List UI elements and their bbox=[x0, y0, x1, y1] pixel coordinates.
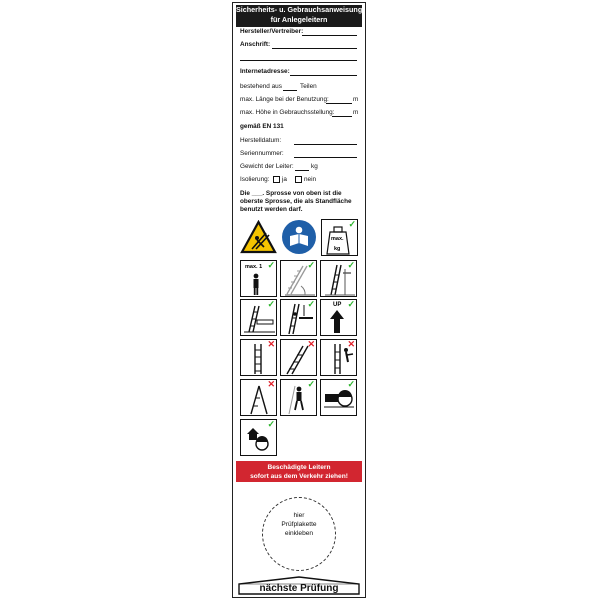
hoehe-label: max. Höhe in Gebrauchsstellung: bbox=[240, 109, 335, 116]
max-kg-bottom: kg bbox=[334, 246, 341, 252]
max-one-label: max. 1 bbox=[245, 264, 263, 270]
herstelldatum-label: Herstelldatum: bbox=[240, 137, 282, 144]
anschrift-label: Anschrift: bbox=[240, 41, 271, 48]
max-kg-top: max. bbox=[331, 236, 344, 242]
seriennummer-line bbox=[294, 157, 357, 158]
internet-line bbox=[290, 75, 357, 76]
check-icon: ✓ bbox=[347, 260, 355, 270]
hoehe-line bbox=[332, 116, 352, 117]
hersteller-line bbox=[302, 35, 357, 36]
face-ladder-sign bbox=[280, 379, 317, 416]
anschrift-line-2 bbox=[240, 60, 357, 61]
level-ground-sign bbox=[240, 299, 277, 336]
check-icon: ✓ bbox=[347, 299, 355, 309]
warning-line-2: sofort aus dem Verkehr ziehen! bbox=[250, 473, 348, 480]
max-load-sign bbox=[321, 219, 358, 256]
isolierung-nein-label: nein bbox=[304, 176, 317, 183]
up-direction-sign bbox=[320, 299, 357, 336]
inspection-sticker-text bbox=[262, 511, 336, 538]
one-meter-overhang-sign bbox=[280, 299, 317, 336]
teile-line bbox=[283, 90, 297, 91]
gewicht-label: Gewicht der Leiter: bbox=[240, 163, 294, 170]
hazard-triangle-icon bbox=[240, 220, 277, 254]
electrical-hazard-sign bbox=[320, 379, 357, 416]
laenge-unit: m bbox=[353, 96, 359, 103]
sticker-line-2: Prüfplakette bbox=[281, 521, 317, 528]
read-manual-icon bbox=[281, 219, 317, 255]
ladder-overhang-sign bbox=[320, 260, 357, 297]
up-label: UP bbox=[333, 302, 342, 308]
gewicht-unit: kg bbox=[311, 163, 318, 170]
anschrift-line bbox=[272, 48, 357, 49]
seriennummer-label: Seriennummer: bbox=[240, 150, 284, 157]
one-person-sign bbox=[240, 260, 277, 297]
next-inspection-label: nächste Prüfung bbox=[259, 583, 339, 594]
laenge-label: max. Länge bei der Benutzung: bbox=[240, 96, 329, 103]
cross-icon: ✕ bbox=[307, 339, 315, 349]
cross-icon: ✕ bbox=[267, 379, 275, 389]
check-icon: ✓ bbox=[307, 379, 315, 389]
step-ladder-sign bbox=[240, 379, 277, 416]
sticker-line-1: hier bbox=[293, 512, 305, 519]
check-icon: ✓ bbox=[307, 299, 315, 309]
warning-line-1: Beschädigte Leitern bbox=[267, 464, 331, 471]
isolierung-label: Isolierung: bbox=[240, 176, 270, 183]
isolierung-ja-checkbox[interactable] bbox=[273, 176, 280, 183]
hoehe-unit: m bbox=[353, 109, 359, 116]
gewicht-line bbox=[295, 170, 309, 171]
norm-label: gemäß EN 131 bbox=[240, 123, 284, 130]
indoor-use-sign bbox=[240, 419, 277, 456]
ladder-angle-sign bbox=[280, 260, 317, 297]
flat-angle-sign bbox=[280, 339, 317, 376]
bestehend-suffix: Teilen bbox=[300, 83, 317, 90]
check-icon: ✓ bbox=[347, 379, 355, 389]
header-line-2: für Anlegeleitern bbox=[270, 15, 328, 24]
side-reach-sign bbox=[320, 339, 357, 376]
check-icon: ✓ bbox=[307, 260, 315, 270]
label-header bbox=[236, 5, 362, 27]
check-icon: ✓ bbox=[267, 419, 275, 429]
check-icon: ✓ bbox=[348, 219, 356, 229]
damaged-ladder-warning bbox=[236, 461, 362, 482]
header-line-1: Sicherheits- u. Gebrauchsanweisung bbox=[236, 5, 363, 14]
bestehend-prefix: bestehend aus bbox=[240, 83, 282, 90]
isolierung-nein-checkbox[interactable] bbox=[295, 176, 302, 183]
sticker-line-3: einkleben bbox=[284, 530, 314, 537]
hersteller-label: Hersteller/Vertreiber: bbox=[240, 28, 304, 35]
check-icon: ✓ bbox=[267, 299, 275, 309]
cross-icon: ✕ bbox=[267, 339, 275, 349]
sprosse-line-3: benutzt werden darf. bbox=[240, 206, 303, 213]
internetadresse-label: Internetadresse: bbox=[240, 68, 290, 75]
sprosse-line-2: oberste Sprosse, die als Standfläche bbox=[240, 198, 352, 205]
herstelldatum-line bbox=[294, 144, 357, 145]
isolierung-ja-label: ja bbox=[282, 176, 287, 183]
sprosse-line-1: Die ___. Sprosse von oben ist die bbox=[240, 190, 342, 197]
vertical-ladder-sign bbox=[240, 339, 277, 376]
laenge-line bbox=[326, 103, 352, 104]
check-icon: ✓ bbox=[267, 260, 275, 270]
cross-icon: ✕ bbox=[347, 339, 355, 349]
